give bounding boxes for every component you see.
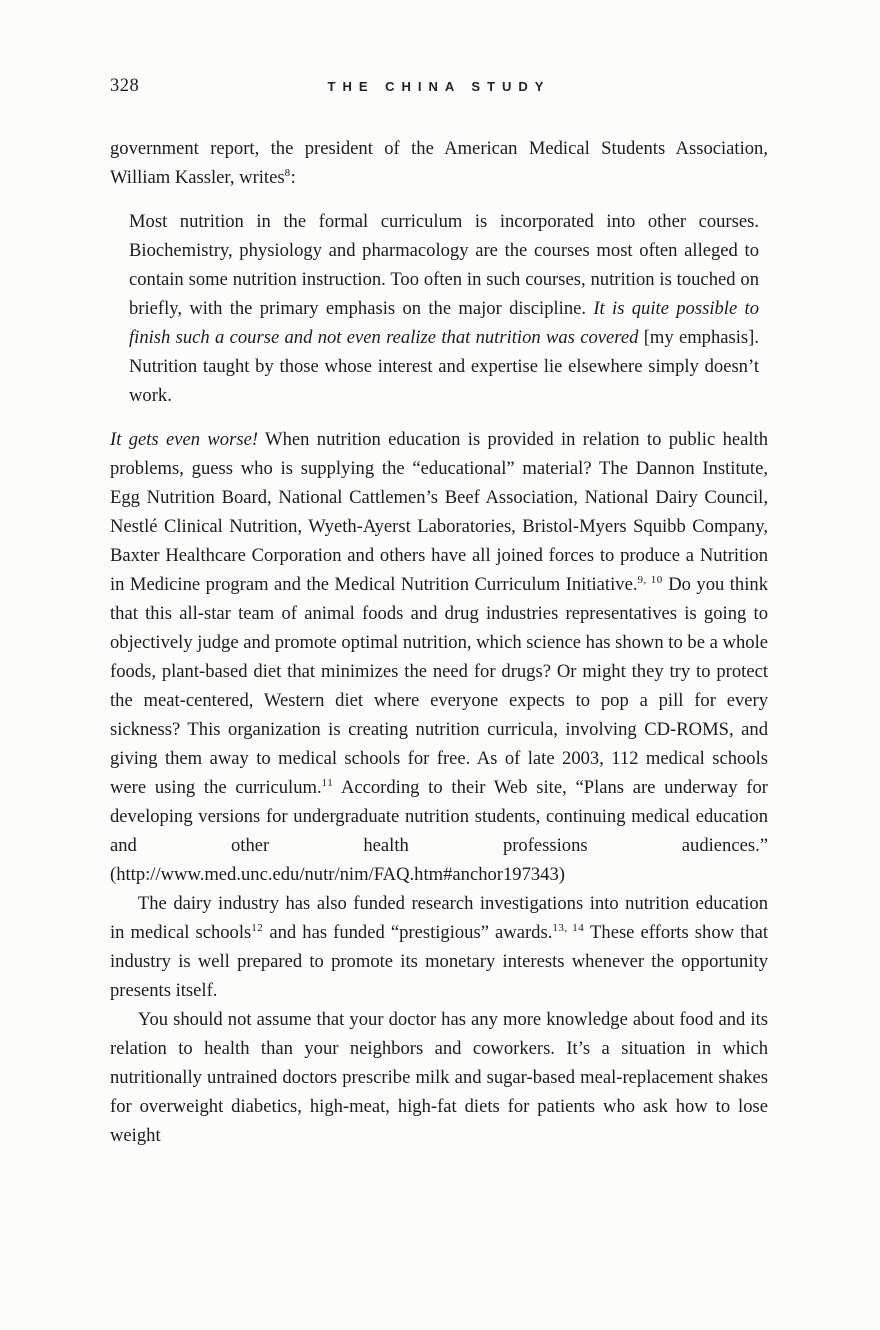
- paragraph-doctor-knowledge: [110, 1005, 768, 1150]
- text-segment-italic: It is quite possible to finish such a course and not even realize that nutrition was covered: [129, 298, 759, 348]
- text-segment-normal: [my emphasis]. Nutrition taught by those whose interest and expertise lie elsewhere simply doesn’t work.: [129, 327, 759, 406]
- paragraph-it-gets-worse: [110, 425, 768, 889]
- text-segment-normal: Do you think that this all-star team of animal foods and drug industries representatives is going to objectively judge and promote optimal nutrition, which science has shown to be a whole foods, plant-based diet that minimizes the need for drugs? Or might they try to protect the meat-centered, Western diet where everyone expects to pop a pill for every sickness? This organization is creating nutrition curricula, involving CD-ROMS, and giving them away to medical schools for free. As of late 2003, 112 medical schools were using the curriculum.: [110, 574, 768, 798]
- running-title: THE CHINA STUDY: [327, 79, 551, 94]
- paragraph-intro: [110, 134, 768, 192]
- page-header: [110, 0, 768, 102]
- text-segment-normal: According to their Web site, “Plans are underway for developing versions for undergraduate nutrition students, continuing medical education and other health professions audiences.” (http://www.med.unc.edu/nutr/nim/FAQ.htm#anchor197343): [110, 777, 768, 885]
- text-segment-normal: The dairy industry has also funded research investigations into nutrition education in medical schools: [110, 893, 768, 943]
- text-segment-normal: :: [290, 167, 296, 188]
- text-segment-sup: 9, 10: [637, 573, 663, 586]
- text-segment-normal: and has funded “prestigious” awards.: [263, 922, 553, 943]
- block-quote-kassler: [129, 207, 759, 410]
- page-number: 328: [110, 76, 140, 96]
- text-segment-sup: 13, 14: [552, 921, 585, 934]
- text-segment-normal: These efforts show that industry is well prepared to promote its monetary interests whenever the opportunity presents itself.: [110, 922, 769, 1001]
- page-body: [110, 134, 768, 1150]
- text-segment-normal: government report, the president of the American Medical Students Association, William Kassler, writes: [110, 138, 768, 188]
- text-segment-normal: Most nutrition in the formal curriculum is incorporated into other courses. Biochemistry, physiology and pharmacology are the courses most often alleged to contain some nutrition instruction. Too often in such courses, nutrition is touched on briefly, with the primary emphasis on the major discipline.: [129, 211, 759, 319]
- text-segment-sup: 12: [251, 921, 264, 934]
- text-segment-sup: 11: [321, 776, 334, 789]
- text-segment-italic: It gets even worse!: [110, 429, 259, 450]
- text-segment-sup: 8: [284, 166, 291, 179]
- paragraph-dairy-industry: [110, 889, 768, 1005]
- text-segment-normal: When nutrition education is provided in relation to public health problems, guess who is supplying the “educational” material? The Dannon Institute, Egg Nutrition Board, National Cattlemen’s Beef Association, National Dairy Council, Nestlé Clinical Nutrition, Wyeth-Ayerst Laboratories, Bristol-Myers Squibb Company, Baxter Healthcare Corporation and others have all joined forces to produce a Nutrition in Medicine program and the Medical Nutrition Curriculum Initiative.: [110, 429, 768, 595]
- text-segment-normal: You should not assume that your doctor has any more knowledge about food and its relation to health than your neighbors and coworkers. It’s a situation in which nutritionally untrained doctors prescribe milk and sugar-based meal-replacement shakes for overweight diabetics, high-meat, high-fat diets for patients who ask how to lose weight: [110, 1009, 768, 1146]
